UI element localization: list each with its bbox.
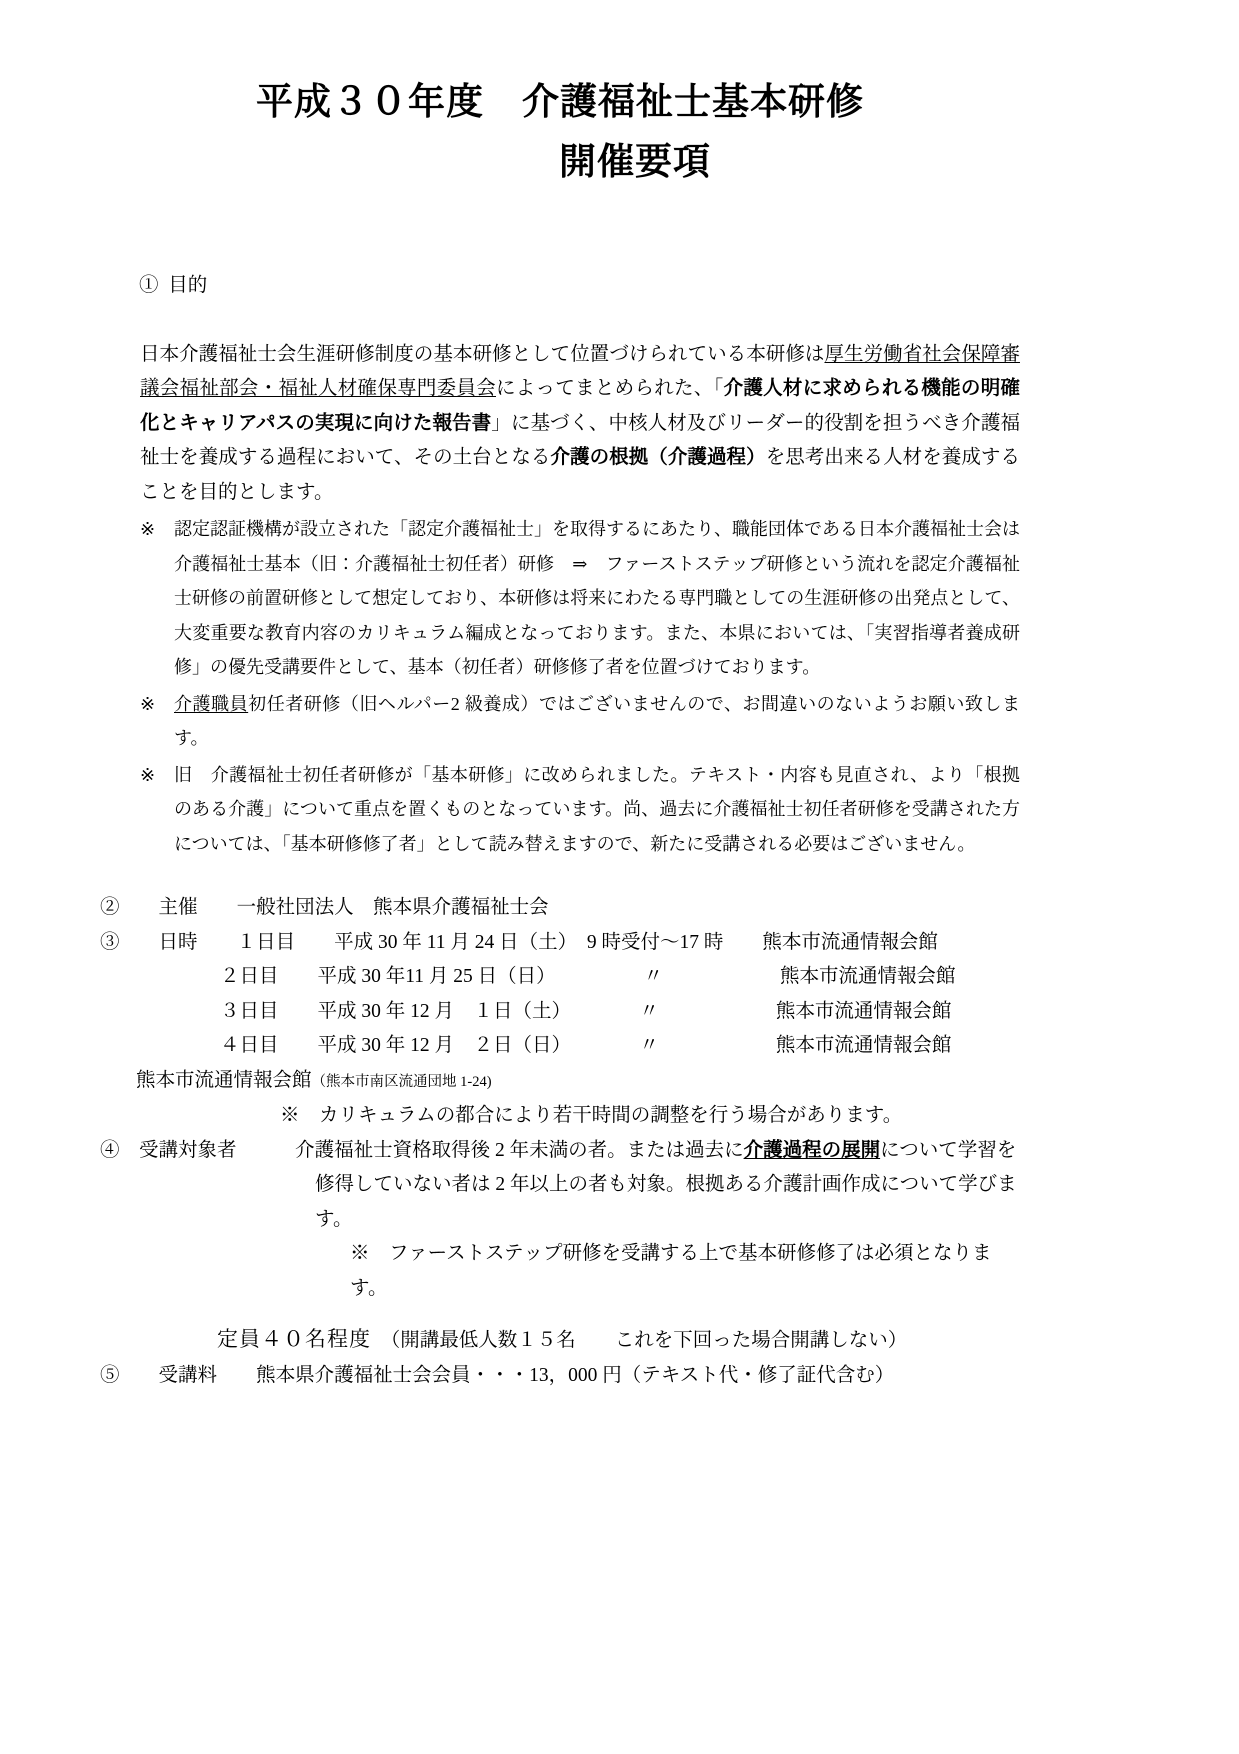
purpose-text-part5: 」に基づく、中核人材及びリーダー的役割を担うべき介護福祉士を養成する過程において、その土台となる [140, 412, 1020, 468]
purpose-text-kaigo-konkyo: 介護の根拠（介護過程） [550, 447, 766, 468]
venue-name: 熊本市流通情報会館 [136, 1069, 312, 1091]
day4-label: ４日目 [220, 1035, 279, 1056]
section-2-number: ② [100, 897, 120, 918]
day4-venue: 熊本市流通情報会館 [775, 1035, 952, 1056]
section-purpose [100, 234, 1020, 861]
target-text-b: について学習を [880, 1139, 1017, 1161]
day2-venue: 熊本市流通情報会館 [779, 966, 956, 987]
section-4-number: ④ [100, 1139, 120, 1161]
section-3-label: 日時 [158, 931, 198, 953]
target-text-a: 介護福祉士資格取得後 2 年未満の者。または過去に [295, 1139, 744, 1161]
day1-time: 9 時受付～17 時 [586, 931, 724, 953]
capacity-spacer [100, 1306, 1020, 1322]
purpose-note-1 [140, 512, 1020, 685]
section-fee [100, 1359, 1020, 1394]
day3-venue: 熊本市流通情報会館 [775, 1000, 952, 1022]
purpose-note-2-text [174, 687, 1020, 756]
section-5-number: ⑤ [100, 1364, 120, 1386]
day1-label: １日目 [236, 931, 296, 953]
purpose-text-ministry: 厚生労働省社会保障審議会福祉部会・福祉人材確保専門委員会 [140, 343, 1020, 399]
fee-value: 熊本県介護福祉士会会員・・・13，000 円（テキスト代・修了証代含む） [256, 1364, 895, 1386]
purpose-text-part7: を思考出来る人材を養成することを目的とします。 [140, 447, 1020, 503]
page-title-line1: 平成３０年度 介護福祉士基本研修 [256, 81, 864, 122]
section-1-label: 目的 [168, 274, 208, 296]
section-5-label: 受講料 [158, 1364, 218, 1386]
section-datetime-day3 [220, 995, 1020, 1030]
day4-date: 平成 30 年 12 月 ２日（日） [317, 1035, 562, 1056]
section-target-line1 [100, 1134, 1020, 1169]
section-1-number: ① [139, 274, 159, 296]
capacity-paren: （開講最低人数１５名 これを下回った場合開講しない） [390, 1330, 908, 1351]
day2-date: 平成 30 年11 月 25 日（日） [317, 966, 546, 987]
day3-label: ３日目 [220, 1000, 279, 1022]
purpose-note-2-underlined-head: 介護職員 [174, 693, 249, 714]
day3-date: 平成 30 年 12 月 １日（土） [317, 1000, 562, 1022]
section-target-note: ※ ファーストステップ研修を受講する上で基本研修修了は必須となります。 [350, 1243, 992, 1299]
purpose-note-2-rest: 初任者研修（旧ヘルパー2 級養成）ではございませんので、お間違いのないようお願い致します。 [174, 693, 1020, 748]
venue-detail [136, 1064, 1020, 1100]
section-organizer [100, 891, 1020, 926]
day1-date: 平成 30 年 11 月 24 日（土） [334, 931, 568, 953]
schedule-note: ※ カリキュラムの都合により若干時間の調整を行う場合があります。 [280, 1105, 903, 1126]
document-body [100, 0, 1020, 1393]
day3-time: 〃 [639, 1000, 659, 1022]
section-target-line2: 修得していない者は 2 年以上の者も対象。根拠ある介護計画作成について学びます。 [315, 1174, 1017, 1230]
day2-time: 〃 [643, 966, 663, 987]
purpose-text-part1: 日本介護福祉士会生涯研修制度の基本研修として位置づけられている本研修は [140, 343, 825, 365]
target-text-kaigo-katei: 介護過程の展開 [743, 1139, 881, 1161]
section-1-paragraph [140, 338, 1020, 511]
organizer-value: 一般社団法人 熊本県介護福祉士会 [236, 897, 549, 918]
page-title-line2: 開催要項 [559, 141, 711, 182]
section-spacer [100, 861, 1020, 891]
day2-label: ２日目 [220, 966, 279, 987]
purpose-note-2 [140, 687, 1020, 756]
capacity-line [100, 1322, 1020, 1359]
purpose-text-part3: によってまとめられた、「 [496, 378, 724, 399]
capacity-main: 定員４０名程度 [217, 1327, 372, 1351]
section-1-heading [100, 234, 1020, 338]
section-datetime-day1 [100, 926, 1020, 961]
day4-time: 〃 [639, 1035, 659, 1056]
purpose-note-1-text: 認定認証機構が設立された「認定介護福祉士」を取得するにあたり、職能団体である日本介護福祉士会は介護福祉士基本（旧：介護福祉士初任者）研修 ⇒ ファーストステップ研修という流れを認定介護福祉士研修の前置研修として想定しており、本研修は将来にわたる専門職としての生涯研修の出発点として、大変重要な教育内容のカリキュラム編成となっております。また、本県においては、「実習指導者養成研修」の優先受講要件として、基本（初任者）研修修了者を位置づけております。 [174, 519, 1020, 677]
purpose-text-report-title: 介護人材に求められる機能の明確化とキャリアパスの実現に向けた報告書 [140, 378, 1020, 434]
section-datetime-day2 [220, 960, 1020, 995]
note-mark-icon: ※ [140, 519, 156, 539]
note-mark-icon: ※ [140, 693, 156, 714]
section-4-label: 受講対象者 [139, 1139, 237, 1161]
day1-venue: 熊本市流通情報会館 [762, 931, 938, 953]
section-datetime-day4 [220, 1029, 1020, 1064]
purpose-note-3-text: 旧 介護福祉士初任者研修が「基本研修」に改められました。テキスト・内容も見直され、より「根拠のある介護」について重点を置くものとなっています。尚、過去に介護福祉士初任者研修を受講された方については、「基本研修修了者」として読み替えますので、新たに受講される必要はございません。 [174, 764, 1020, 854]
note-mark-icon: ※ [140, 764, 156, 785]
purpose-note-3 [140, 758, 1020, 862]
venue-address: （熊本市南区流通団地 1-24) [311, 1073, 492, 1090]
section-2-label: 主催 [158, 897, 198, 918]
document-title-block [100, 0, 1020, 186]
section-3-number: ③ [100, 931, 120, 953]
